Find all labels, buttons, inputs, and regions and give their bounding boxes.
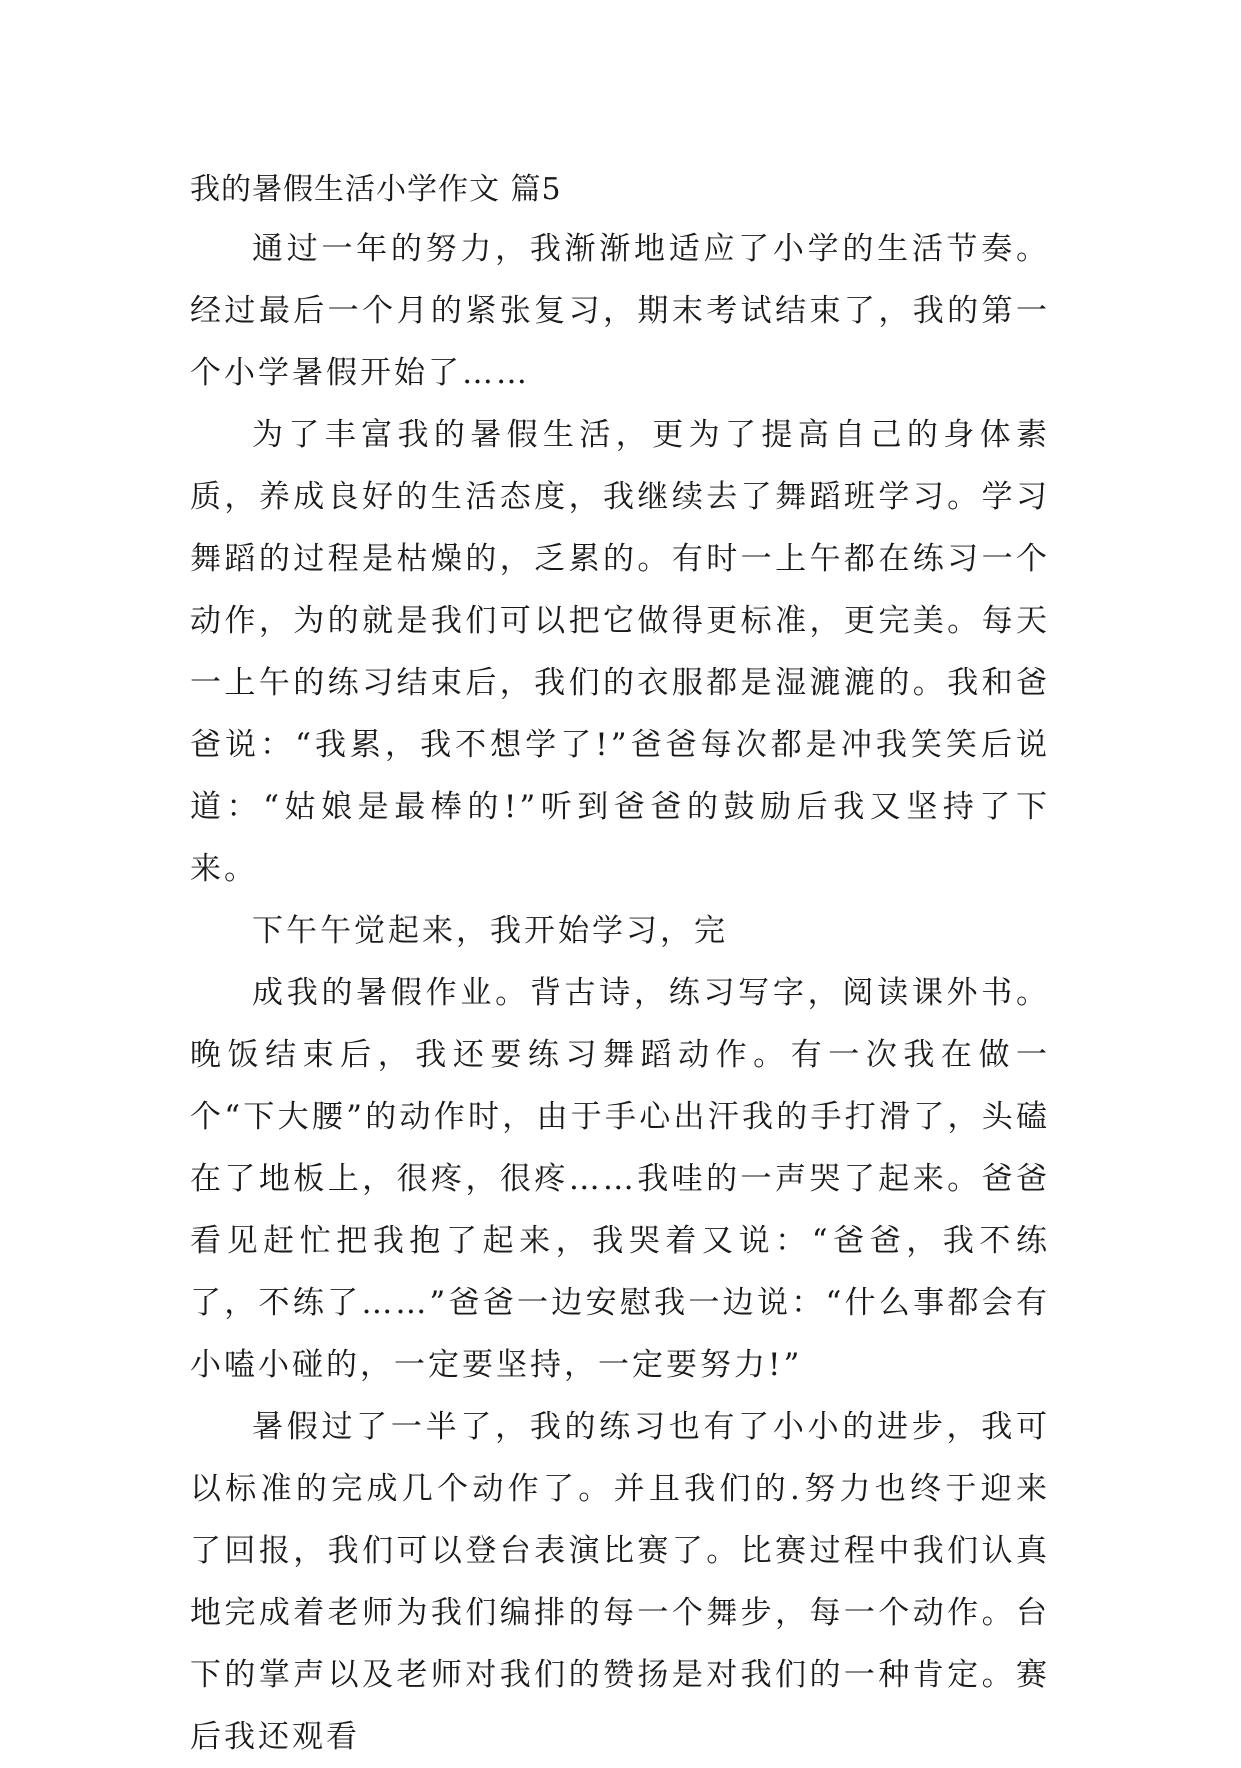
paragraph-2: 为了丰富我的暑假生活，更为了提高自己的身体素质，养成良好的生活态度，我继续去了舞蹈班学习。学习舞蹈的过程是枯燥的，乏累的。有时一上午都在练习一个动作，为的就是我们可以把它做得更标准，更完美。每天一上午的练习结束后，我们的衣服都是湿漉漉的。我和爸爸说：“我累，我不想学了!”爸爸每次都是冲我笑笑后说道：“姑娘是最棒的!”听到爸爸的鼓励后我又坚持了下来。 — [190, 417, 1050, 887]
paragraph-4: 成我的暑假作业。背古诗，练习写字，阅读课外书。晚饭结束后，我还要练习舞蹈动作。有一次我在做一个“下大腰”的动作时，由于手心出汗我的手打滑了，头磕在了地板上，很疼，很疼……我哇的一声哭了起来。爸爸看见赶忙把我抱了起来，我哭着又说：“爸爸，我不练了，不练了……”爸爸一边安慰我一边说：“什么事都会有小嗑小碰的，一定要坚持，一定要努力!” — [190, 975, 1050, 1383]
document-body — [190, 168, 1050, 1768]
paragraph-5: 暑假过了一半了，我的练习也有了小小的进步，我可以标准的完成几个动作了。并且我们的.努力也终于迎来了回报，我们可以登台表演比赛了。比赛过程中我们认真地完成着老师为我们编排的每一个舞步，每一个动作。台下的掌声以及老师对我们的赞扬是对我们的一种肯定。赛后我还观看 — [190, 1409, 1050, 1755]
document-title: 我的暑假生活小学作文 篇5 — [190, 172, 562, 207]
paragraph-1: 通过一年的努力，我渐渐地适应了小学的生活节奏。经过最后一个月的紧张复习，期末考试结束了，我的第一个小学暑假开始了…… — [190, 231, 1050, 391]
paragraph-3: 下午午觉起来，我开始学习，完 — [252, 913, 728, 949]
